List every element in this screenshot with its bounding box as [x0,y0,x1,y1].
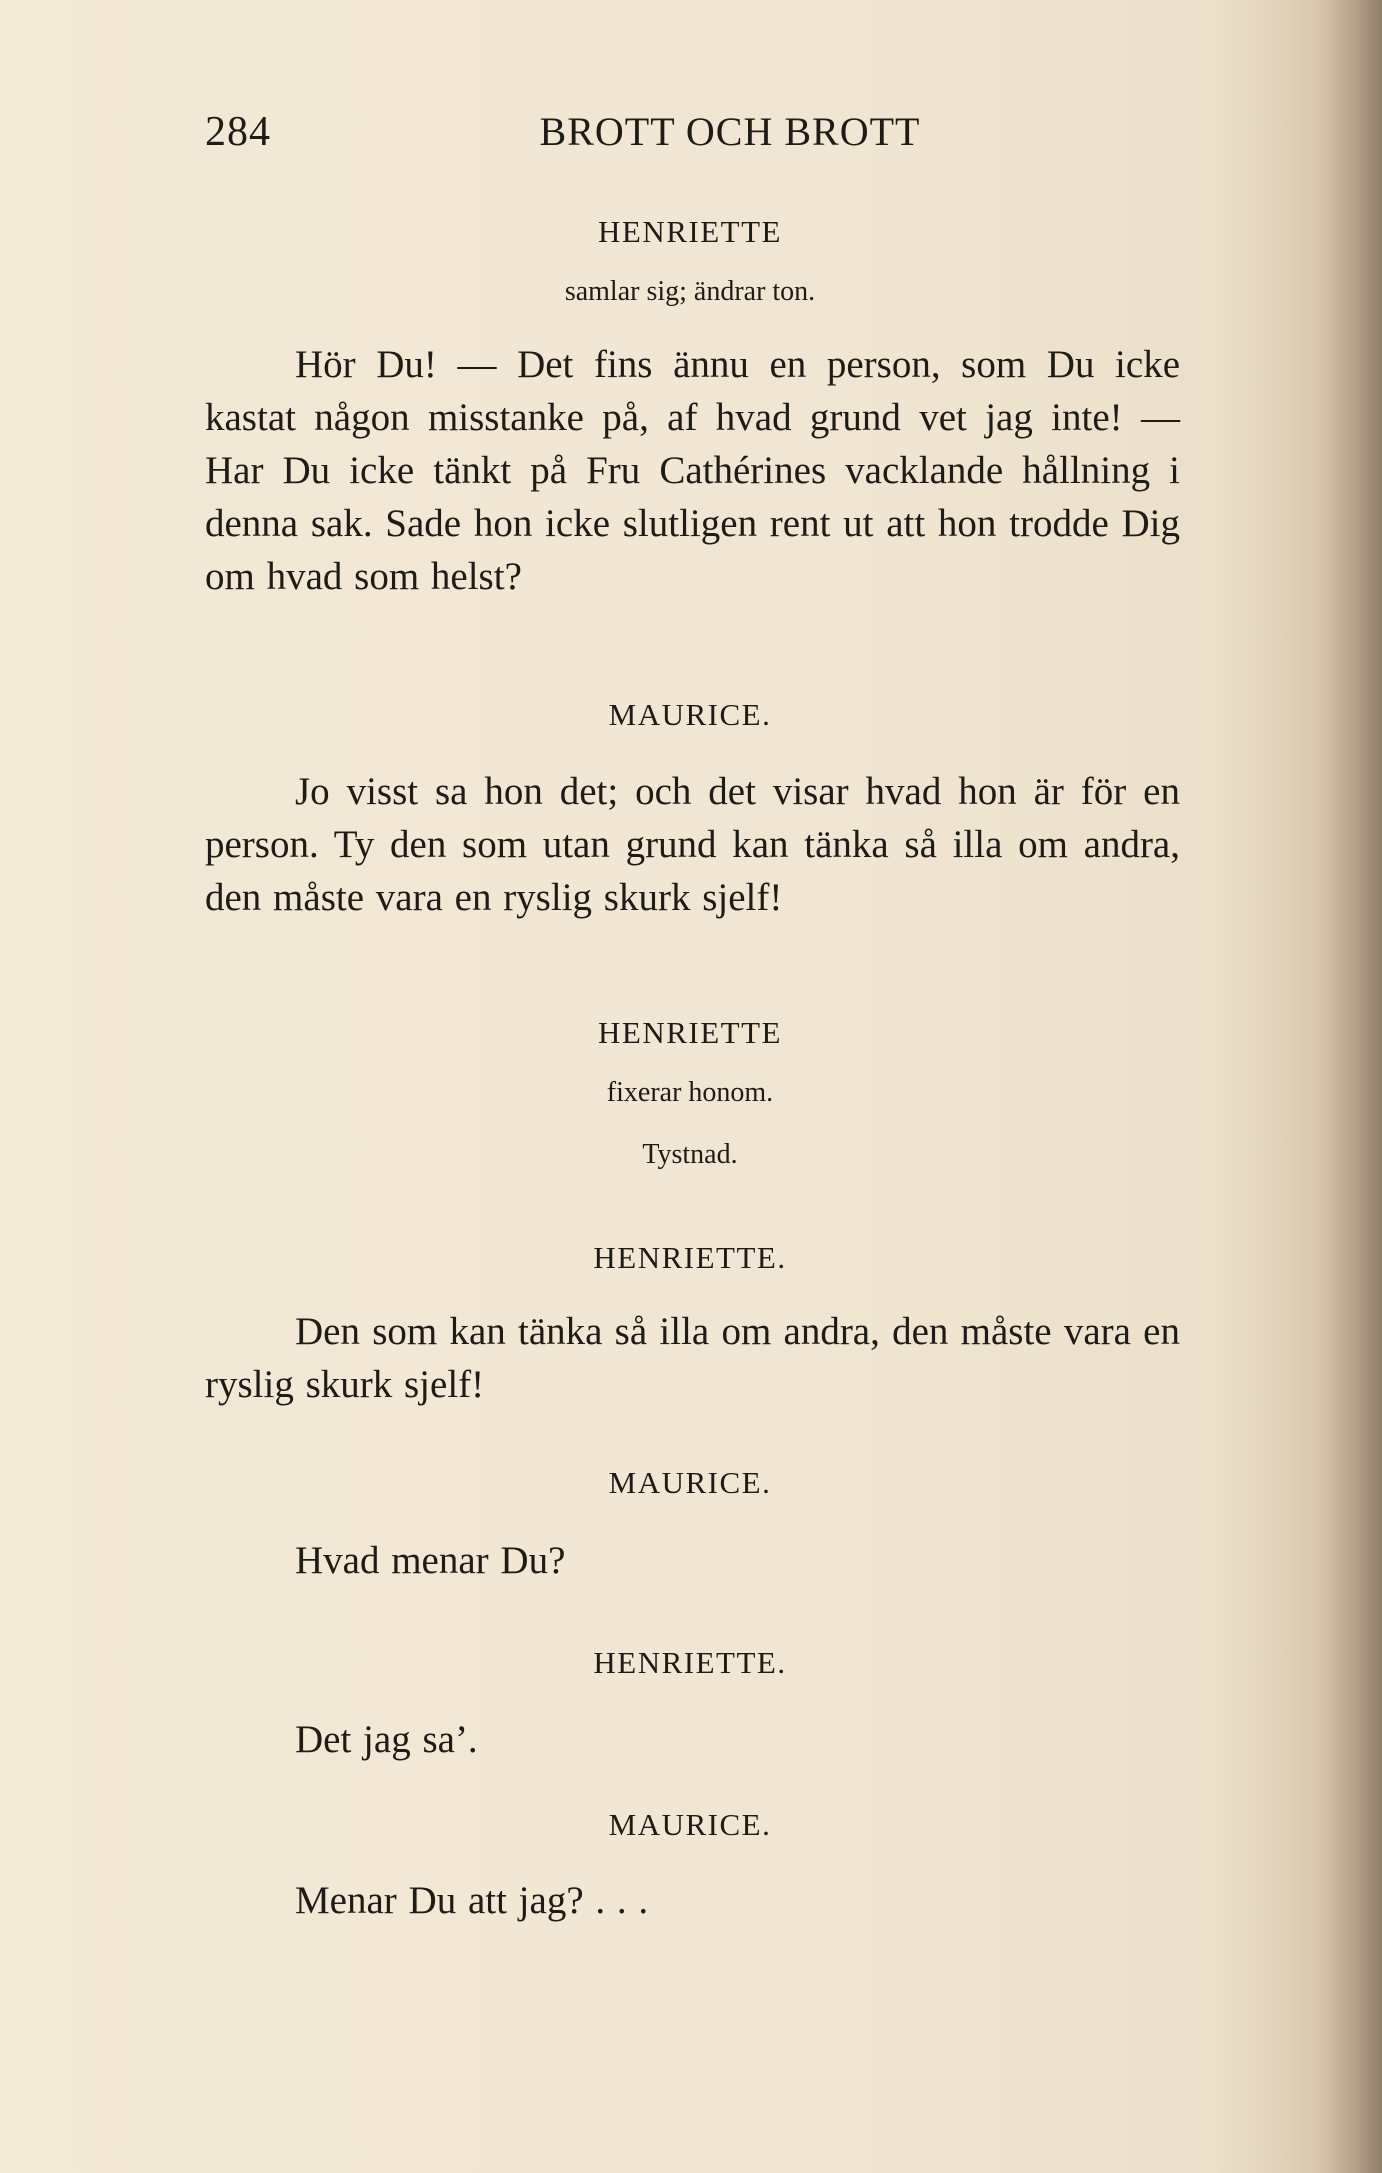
speech-text: Hör Du! — Det fins ännu en person, som Du icke kastat någon misstanke på, af hvad grund vet jag inte! — Har Du icke tänkt på Fru Cathérines vacklande hållning i denna sak. Sade hon icke slutligen rent ut att hon trodde Dig om hvad som helst? [205,343,1180,598]
speech-text: Menar Du att jag? . . . [295,1879,649,1922]
speech-text: Jo visst sa hon det; och det visar hvad hon är för en person. Ty den som utan grund kan tänka så illa om andra, den måste vara en ryslig skurk sjelf! [205,770,1180,919]
running-title: BROTT OCH BROTT [539,109,921,154]
speaker-name: MAURICE. [608,697,772,732]
speech-text: Hvad menar Du? [295,1539,566,1582]
speaker-name: HENRIETTE. [593,1240,787,1275]
speech-text: Den som kan tänka så illa om andra, den måste vara en ryslig skurk sjelf! [205,1310,1180,1406]
speaker-name: MAURICE. [608,1465,772,1500]
page-header [205,108,1175,168]
speech-text: Det jag sa’. [295,1718,478,1761]
page-number: 284 [205,109,271,155]
stage-direction: Tystnad. [642,1139,738,1170]
speaker-name: HENRIETTE [598,214,782,249]
page-gutter-shadow [1312,0,1382,2173]
stage-direction: samlar sig; ändrar ton. [564,276,816,307]
stage-direction: fixerar honom. [606,1077,774,1108]
speaker-name: MAURICE. [608,1807,772,1842]
speaker-name: HENRIETTE. [593,1645,787,1680]
speaker-name: HENRIETTE [598,1015,782,1050]
